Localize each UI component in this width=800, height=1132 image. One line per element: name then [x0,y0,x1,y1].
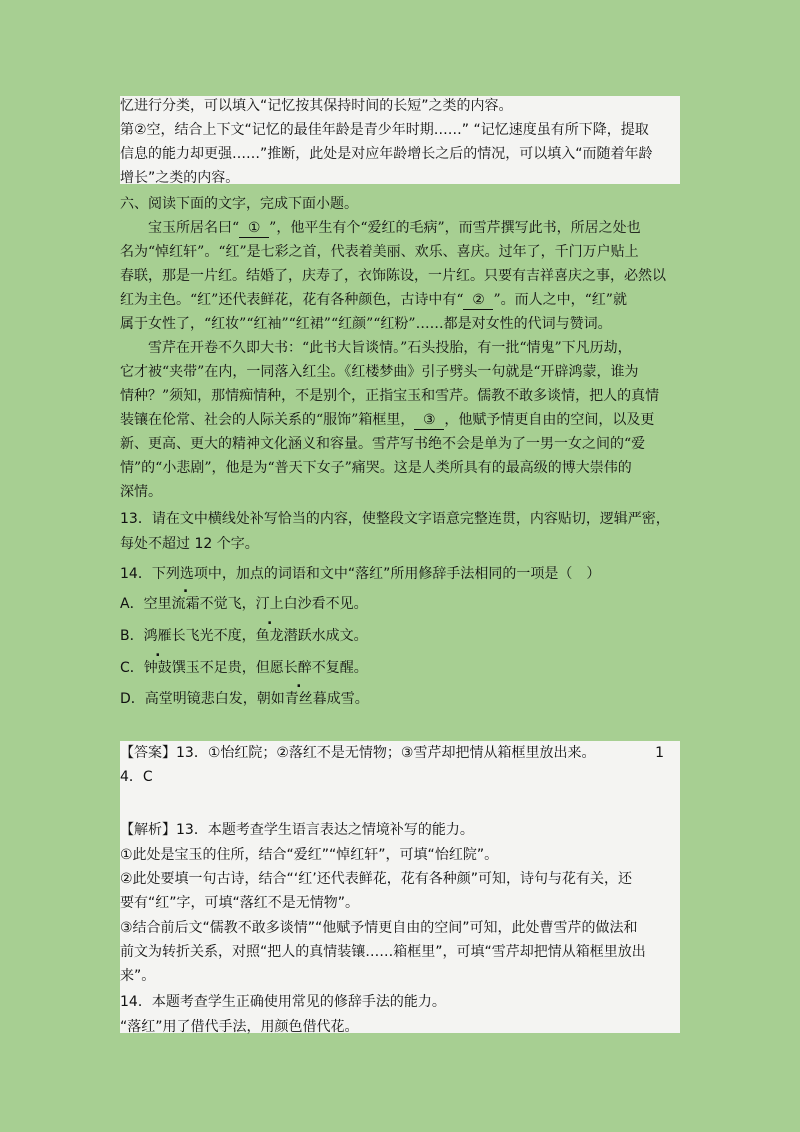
analysis-line: 要有“红”字，可填“落红不是无情物”。 [120,895,360,911]
analysis-line: ③结合前后文“儒教不敢多谈情”“他赋予情更自由的空间”可知，此处曹雪芹的做法和 [120,920,638,936]
analysis-line: 前文为转折关系，对照“把人的真情装镶……箱框里”，可填“雪芹却把情从箱框里放出 [120,944,646,960]
passage-line: 红为主色。“红”还代表鲜花，花有各种颜色，古诗中有“ ② ”。而人之中，“红”就 [120,292,627,308]
analysis-line: 来”。 [120,968,156,984]
analysis-line: ①此处是宝玉的住所，结合“爱红”“悼红轩”，可填“怡红院”。 [120,847,499,863]
passage-line: 春联，那是一片红。结婚了，庆寿了，衣饰陈设，一片红。只要有吉祥喜庆之事，必然以 [120,268,666,284]
text-line: 忆进行分类，可以填入“记忆按其保持时间的长短”之类的内容。 [120,98,513,114]
passage-line: 新、更高、更大的精神文化涵义和容量。雪芹写书绝不会是单为了一男一女之间的“爱 [120,436,646,452]
analysis-line: ②此处要填一句古诗，结合“‘红’还代表鲜花，花有各种颜”可知，诗句与花有关，还 [120,871,632,887]
option-c[interactable]: C．钟鼓馔玉不足贵，但愿长醉不复醒。 [120,660,368,676]
analysis-title: 【解析】13．本题考查学生语言表达之情境补写的能力。 [120,822,474,838]
question-14: 14．下列选项中，加点的词语和文中“落红”所用修辞手法相同的一项是（ ） [120,566,601,582]
text-line: 增长”之类的内容。 [120,170,240,186]
passage-line: 情种？”须知，那情痴情种，不是别个，正指宝玉和雪芹。儒教不敢多谈情，把人的真情 [120,388,660,404]
passage-line: 情”的“小悲剧”，他是为“普天下女子”痛哭。这是人类所具有的最高级的博大崇伟的 [120,460,632,476]
option-b[interactable]: B．鸿雁长飞光不度，鱼龙潜跃水成文。 [120,628,368,644]
analysis-line: “落红”用了借代手法，用颜色借代花。 [120,1019,359,1035]
answer-line: 【答案】13．①怡红院；②落红不是无情物；③雪芹却把情从箱框里放出来。 1 [120,745,664,761]
passage-line: 名为“悼红轩”。“红”是七彩之首，代表着美丽、欢乐、喜庆。过年了，千门万户贴上 [120,244,639,260]
passage-line: 装镶在伦常、社会的人际关系的“服饰”箱框里， ③ ，他赋予情更自由的空间，以及更 [120,412,655,428]
blank-3: ③ [414,411,444,430]
question-13: 13．请在文中横线处补写恰当的内容，使整段文字语意完整连贯，内容贴切，逻辑严密， [120,511,670,527]
answer-line: 4．C [120,769,153,785]
option-a[interactable]: A．空里流霜不觉飞，汀上白沙看不见。 [120,596,368,612]
passage-line: 它才被“夹带”在内，一同落入红尘。《红楼梦曲》引子劈头一句就是“开辟鸿蒙，谁为 [120,364,639,380]
option-d[interactable]: D．高堂明镜悲白发，朝如青丝暮成雪。 [120,691,369,707]
question-13-cont: 每处不超过 12 个字。 [120,536,259,552]
passage-line: 雪芹在开卷不久即大书：“此书大旨谈情。”石头投胎，有一批“情鬼”下凡历劫， [148,340,632,356]
blank-2: ② [463,291,493,310]
passage-line: 宝玉所居名曰“ ① ”，他平生有个“爱红的毛病”，而雪芹撰写此书，所居之处也 [148,220,641,236]
passage-line: 深情。 [120,484,162,500]
blank-1: ① [239,219,269,238]
text-line: 第②空，结合上下文“记忆的最佳年龄是青少年时期……” “记忆速度虽有所下降，提取 [120,122,649,138]
analysis-line: 14．本题考查学生正确使用常见的修辞手法的能力。 [120,994,446,1010]
section-title: 六、阅读下面的文字，完成下面小题。 [120,196,358,212]
text-line: 信息的能力却更强……”推断，此处是对应年龄增长之后的情况，可以填入“而随着年龄 [120,146,653,162]
passage-line: 属于女性了，“红妆”“红袖”“红裙”“红颜”“红粉”……都是对女性的代词与赞词。 [120,316,612,332]
